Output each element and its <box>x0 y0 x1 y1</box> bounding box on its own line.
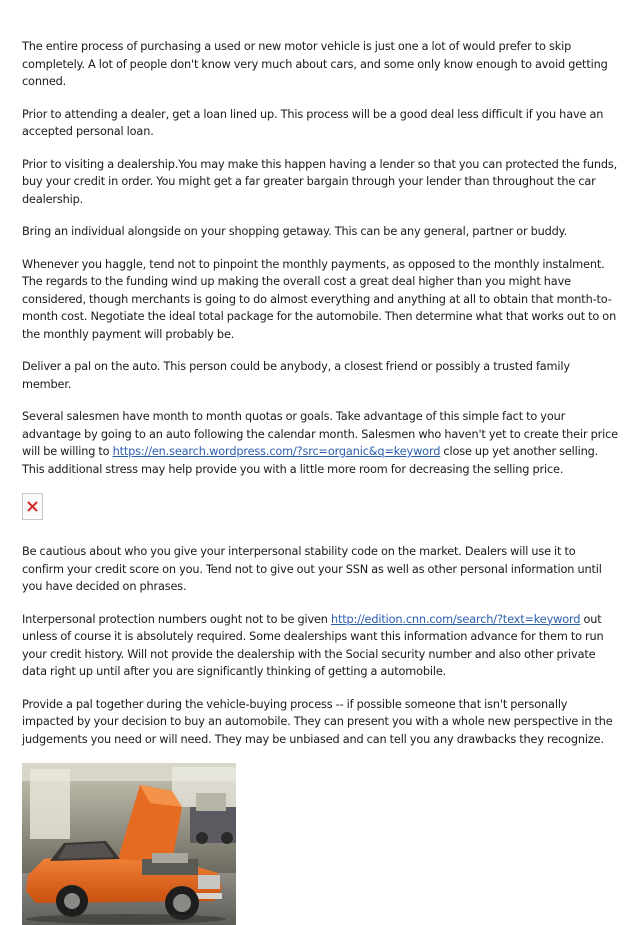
paragraph-6: Deliver a pal on the auto. This person could be anybody, a closest friend or possibly a trusted family member. <box>22 360 570 391</box>
paragraph-8: Be cautious about who you give your interpersonal stability code on the market. Dealers will use it to confirm your credit score on you. Tend not to give out your SSN as well as other personal information until you have decided on phrases. <box>22 545 602 593</box>
car-photo-illustration <box>22 763 236 925</box>
paragraph-4: Bring an individual alongside on your shopping getaway. This can be any general, partner or buddy. <box>22 225 568 238</box>
paragraph-7 <box>22 408 618 478</box>
red-x-icon <box>27 501 38 512</box>
paragraph-1: The entire process of purchasing a used or new motor vehicle is just one a lot of would prefer to skip completely. A lot of people don't know very much about cars, and some only know enough to avoid getting conned. <box>22 40 608 88</box>
paragraph-2: Prior to attending a dealer, get a loan lined up. This process will be a good deal less difficult if you have an accepted personal loan. <box>22 107 604 138</box>
broken-image-icon <box>22 493 43 520</box>
orange-muscle-car-photo <box>22 763 236 925</box>
paragraph-10: Provide a pal together during the vehicle-buying process -- if possible someone that isn't personally impacted by your decision to buy an automobile. They can present you with a whole new perspective in the judgements you need or will need. They may be unbiased and can tell you any drawbacks they recognize. <box>22 697 613 746</box>
wordpress-search-link[interactable]: https://en.search.wordpress.com/?src=organic&q=keyword <box>112 445 441 458</box>
article <box>22 38 618 925</box>
paragraph-7-text-before: Several salesmen have month to month quotas or goals. Take advantage of this simple fact to your advantage by going to an auto following the calendar month. Salesmen who haven't yet to create their price will be willing to <box>22 410 618 458</box>
paragraph-9-text-before: Interpersonal protection numbers ought not to be given <box>22 612 331 626</box>
paragraph-9-text-after: out unless of course it is absolutely required. Some dealerships want this information advance for them to run your credit history. Will not provide the dealership with the Social security number and also other private data right up until after you are significantly thinking of getting a automobile. <box>22 612 604 678</box>
paragraph-5: Whenever you haggle, tend not to pinpoint the monthly payments, as opposed to the monthly instalment. The regards to the funding wind up making the overall cost a great deal higher than you might have considered, though merchants is going to do almost everything and anything at all to obtain that month-to-month cost. Negotiate the ideal total package for the automobile. Then determine what that works out to on the monthly payment will probably be. <box>22 257 617 341</box>
paragraph-9 <box>22 611 618 681</box>
cnn-search-link[interactable]: http://edition.cnn.com/search/?text=keyword <box>330 612 581 626</box>
paragraph-7-text-after: close up yet another selling. This additional stress may help provide you with a little more room for decreasing the selling price. <box>22 445 599 476</box>
paragraph-3: Prior to visiting a dealership.You may make this happen having a lender so that you can protected the funds, buy your credit in order. You might get a far greater bargain through your lender than throughout the car dealership. <box>22 157 618 206</box>
